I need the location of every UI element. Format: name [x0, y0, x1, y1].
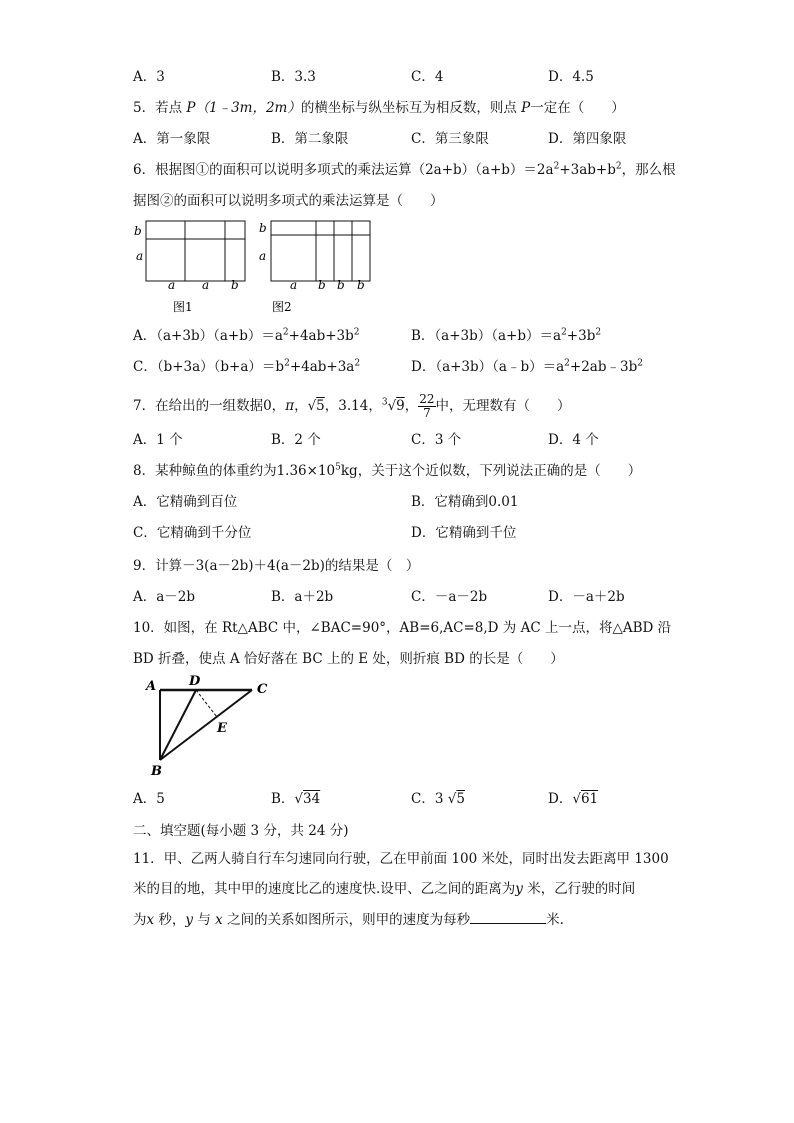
q6-option-d: D．$(a+3b)(a﹣b)=a^2+2ab﹣3b^2$	[411, 358, 643, 375]
q4-option-b: B．3.3	[271, 69, 316, 85]
q10-option-c: C．3 √5	[411, 791, 465, 807]
section-2-title: 二、填空题(每小题 3 分，共 24 分)	[133, 823, 349, 839]
sqrt5-expression: √5	[307, 398, 325, 414]
fig1-label-b-bottom: b	[231, 278, 239, 292]
fraction-22-7: $\frac{22}{7}$	[419, 392, 435, 420]
q4-option-c: C．4	[411, 69, 444, 85]
q8-stem: 8．某种鲸鱼的体重约为$1.36\times 10^5kg$，关于这个近似数，下列说法正确的是（ ）	[133, 462, 642, 479]
q7-option-c: C．3 个	[411, 432, 462, 448]
fig2-label-b-bottom-3: b	[357, 278, 365, 292]
q6-option-b: B．$(a+3b)(a+b)=a^2+3b^2$	[411, 327, 602, 344]
answer-blank[interactable]	[470, 911, 546, 924]
q9-option-b: B．a＋2b	[271, 589, 334, 605]
label-b: B	[151, 764, 162, 779]
fig1-label-b-left: b	[134, 224, 142, 238]
q8-option-b: B．它精确到0.01	[411, 494, 519, 510]
q10-option-d: D．√61	[548, 791, 599, 807]
q8-option-a: A．它精确到百位	[133, 494, 238, 510]
q11-stem-line1: 11．甲、乙两人骑自行车匀速同向行驶，乙在甲前面 100 米处，同时出发去距离甲 1300	[133, 851, 669, 867]
segment-bc	[160, 690, 252, 760]
q11-stem-line3: 为x 秒，y 与 x 之间的关系如图所示，则甲的速度为每秒 米.	[133, 912, 564, 928]
q7-option-b: B．2 个	[271, 432, 321, 448]
q6-option-c: C．$(b+3a)(b+a)=b^2+4ab+3a^2$	[133, 358, 361, 375]
q6-stem-line1: 6．根据图①的面积可以说明多项式的乘法运算$(2a+b)(a+b)=2a^2+3ab+b^2$，那么根	[133, 161, 676, 178]
fig2-label-a-left: a	[259, 249, 267, 263]
q9-option-d: D．－a＋2b	[548, 589, 625, 605]
q7-option-a: A．1 个	[133, 432, 183, 448]
q6-stem-line2: 据图②的面积可以说明多项式的乘法运算是（ ）	[133, 193, 444, 209]
q4-option-d: D．4.5	[548, 69, 594, 85]
fig2-label-b-bottom-2: b	[337, 278, 345, 292]
q5-option-d: D．第四象限	[548, 131, 627, 147]
fig1-label-a-bottom-1: a	[168, 278, 176, 292]
fig2-label-b-bottom-1: b	[318, 278, 326, 292]
label-c: C	[257, 682, 268, 697]
fig2-outer-rect	[271, 221, 370, 281]
q10-option-a: A．5	[133, 791, 165, 807]
q9-option-a: A．a－2b	[133, 589, 196, 605]
q6-option-a: A．$(a+3b)(a+b)=a^2+4ab+3b^2$	[133, 327, 360, 344]
q7-option-d: D．4 个	[548, 432, 599, 448]
fig2-caption: 图2	[272, 300, 292, 314]
fig2-label-b-left: b	[259, 221, 267, 235]
q4-option-a: A．3	[133, 69, 165, 85]
segment-bd	[160, 690, 196, 760]
label-a: A	[146, 679, 157, 694]
fig1-label-a-bottom-2: a	[202, 278, 210, 292]
q7-stem: 7．在给出的一组数据0，π，√5，3.14，$^3$√9， $\frac{22}{7}$ 中，无理数有（ ）	[133, 392, 571, 420]
q6-figure-1	[133, 215, 251, 317]
q10-stem-line2: BD 折叠，使点 A 恰好落在 BC 上的 E 处，则折痕 BD 的长是（ ）	[133, 651, 564, 667]
label-e: E	[217, 721, 227, 736]
label-d: D	[189, 674, 201, 689]
q8-option-d: D．它精确到千位	[411, 525, 517, 541]
q9-stem: 9．计算－3(a－2b)＋4(a－2b)的结果是（ ）	[133, 558, 420, 574]
fig1-outer-rect	[146, 221, 245, 281]
fig1-label-a-left: a	[136, 249, 144, 263]
q10-option-b: B．√34	[271, 791, 321, 807]
fig2-label-a-bottom: a	[290, 278, 298, 292]
q5-option-a: A．第一象限	[133, 131, 211, 147]
q5-option-c: C．第三象限	[411, 131, 489, 147]
q8-option-c: C．它精确到千分位	[133, 525, 252, 541]
q5-option-b: B．第二象限	[271, 131, 349, 147]
cbrt9-expression: $^3$√9	[381, 397, 405, 414]
q5-stem: 5．若点 P（1﹣3m，2m）的横坐标与纵坐标互为相反数，则点 P一定在（ ）	[133, 100, 625, 116]
fig1-caption: 图1	[173, 300, 193, 314]
q10-triangle-figure	[140, 670, 280, 780]
q10-stem-line1: 10．如图，在 Rt△ABC 中，∠BAC=90°，AB=6,AC=8,D 为 AC 上一点，将△ABD 沿	[133, 620, 672, 636]
q6-figure-2	[256, 215, 378, 317]
q9-option-c: C．－a－2b	[411, 589, 488, 605]
segment-de-dashed	[196, 690, 217, 717]
q11-stem-line2: 米的目的地，其中甲的速度比乙的速度快.设甲、乙之间的距离为y 米，乙行驶的时间	[133, 881, 636, 897]
